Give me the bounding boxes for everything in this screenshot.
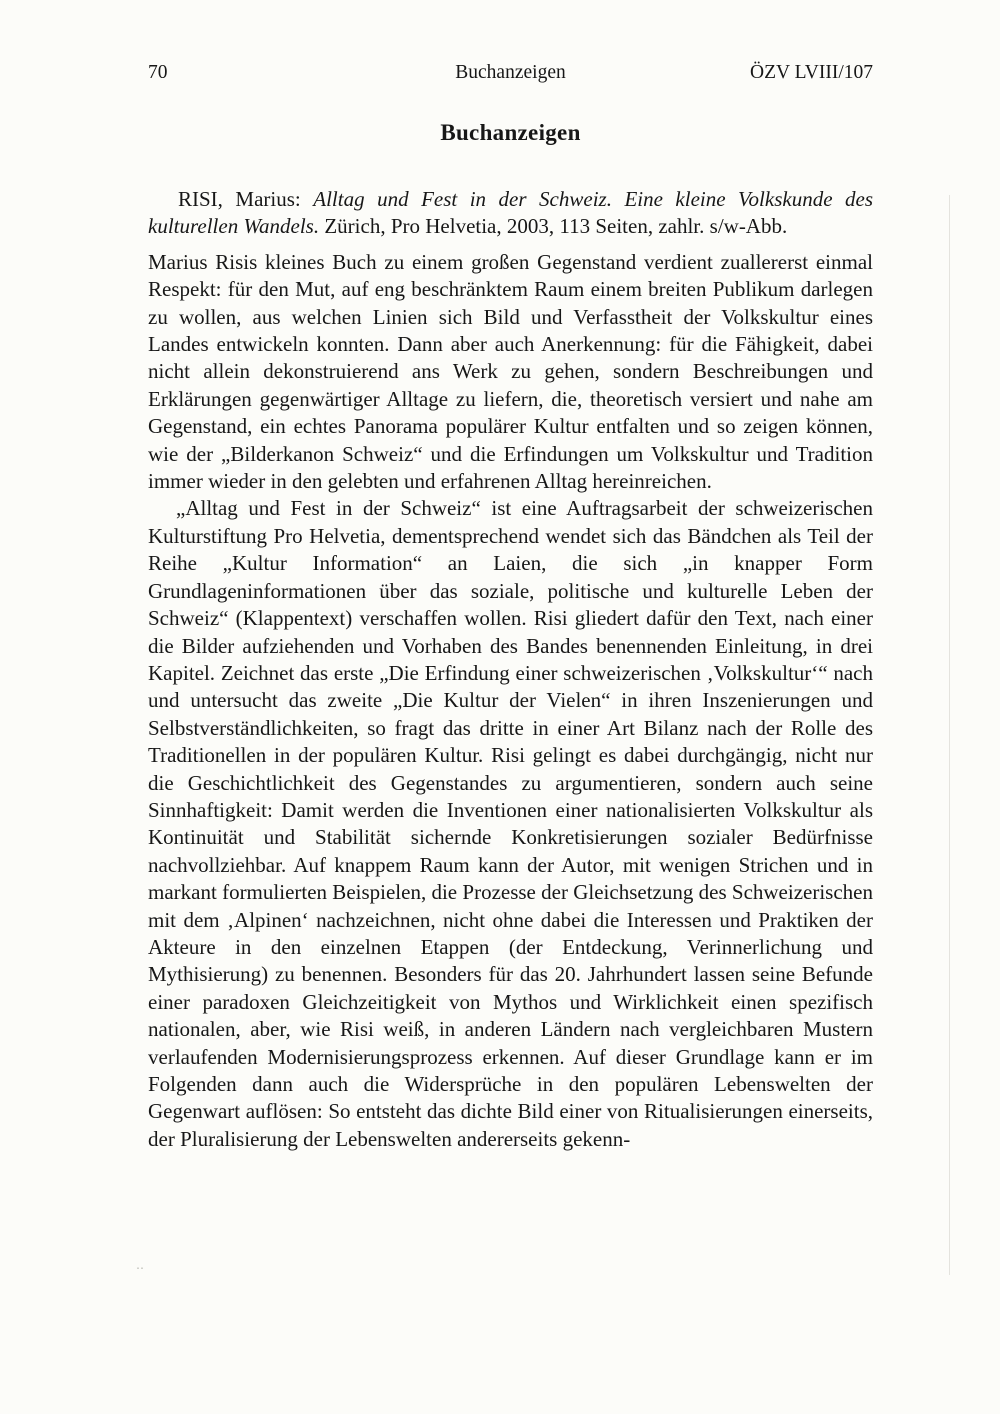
page-number: 70 <box>148 62 168 83</box>
running-title: Buchanzeigen <box>455 62 566 83</box>
section-title: Buchanzeigen <box>440 120 581 145</box>
citation-publication-info: Zürich, Pro Helvetia, 2003, 113 Seiten, zahlr. s/w-Abb. <box>319 214 788 239</box>
page-header <box>148 62 873 88</box>
book-citation <box>148 186 873 241</box>
review-paragraph-1: Marius Risis kleines Buch zu einem großen Gegenstand verdient zuallererst einmal Respekt: für den Mut, auf eng beschränktem Raum einem breiten Publikum darlegen zu wollen, aus welchen Linien sich Bild und Verfasstheit der Volkskultur eines Landes entwickeln konnten. Dann aber auch Anerkennung: für die Fähigkeit, dabei nicht allein dekonstruierend ans Werk zu gehen, sondern Beschreibungen und Erklärungen gegenwärtiger Alltage zu liefern, die, theoretisch versiert und nahe am Gegenstand, ein echtes Panorama populärer Kultur entfalten und so zeigen können, wie der „Bilderkanon Schweiz“ und die Erfindungen um Volkskultur und Tradition immer wieder in den gelebten und erfahrenen Alltag hereinreichen. <box>148 249 873 494</box>
citation-author: RISI, Marius: <box>178 187 314 211</box>
scan-artifact-mark: ‥ <box>136 1258 147 1272</box>
journal-reference: ÖZV LVIII/107 <box>750 62 873 83</box>
review-paragraph-2: „Alltag und Fest in der Schweiz“ ist eine Auftragsarbeit der schweizerischen Kulturstiftung Pro Helvetia, dementsprechend wendet sich das Bändchen als Teil der Reihe „Kultur Information“ an Laien, die sich „in knapper Form Grundlageninformationen über das soziale, politische und kulturelle Leben der Schweiz“ (Klappentext) verschaffen wollen. Risi gliedert dafür den Text, nach einer die Bilder aufziehenden und Vorhaben des Bandes benennenden Einleitung, in drei Kapitel. Zeichnet das erste „Die Erfindung einer schweizerischen ‚Volkskultur‘“ nach und untersucht das zweite „Die Kultur der Vielen“ in ihren Inszenierungen und Selbstverständlichkeiten, so fragt das dritte in einer Art Bilanz nach der Rolle des Traditionellen in der populären Kultur. Risi gelingt es dabei durchgängig, nicht nur die Geschichtlichkeit des Gegenstandes zu argumentieren, sondern auch seine Sinnhaftigkeit: Damit werden die Inventionen einer nationalisierten Volkskultur als Kontinuität und Stabilität sichernde Konkretisierungen sozialer Bedürfnisse nachvollziehbar. Auf knappem Raum kann der Autor, mit wenigen Strichen und in markant formulierten Beispielen, die Prozesse der Gleichsetzung des Schweizerischen mit dem ‚Alpinen‘ nachzeichnen, nicht ohne dabei die Interessen und Praktiken der Akteure in den einzelnen Etappen (der Entdeckung, Verinnerlichung und Mythisierung) zu benennen. Besonders für das 20. Jahrhundert lassen seine Befunde einer paradoxen Gleichzeitigkeit von Mythos und Wirklichkeit einen spezifisch nationalen, aber, wie Risi weiß, in anderen Ländern nach vergleichbaren Mustern verlaufenden Modernisierungsprozess erkennen. Auf dieser Grundlage kann er im Folgenden dann auch die Widersprüche in den populären Lebenswelten der Gegenwart auflösen: So entsteht das dichte Bild einer von Ritualisierungen einerseits, der Pluralisierung der Lebenswelten andererseits gekenn- <box>148 496 873 1151</box>
text-column <box>148 120 873 1153</box>
scan-artifact-line <box>949 195 950 1275</box>
citation-book-title: Alltag und Fest in der Schweiz. Eine kleine Volkskunde des kulturellen Wandels. <box>148 187 874 239</box>
